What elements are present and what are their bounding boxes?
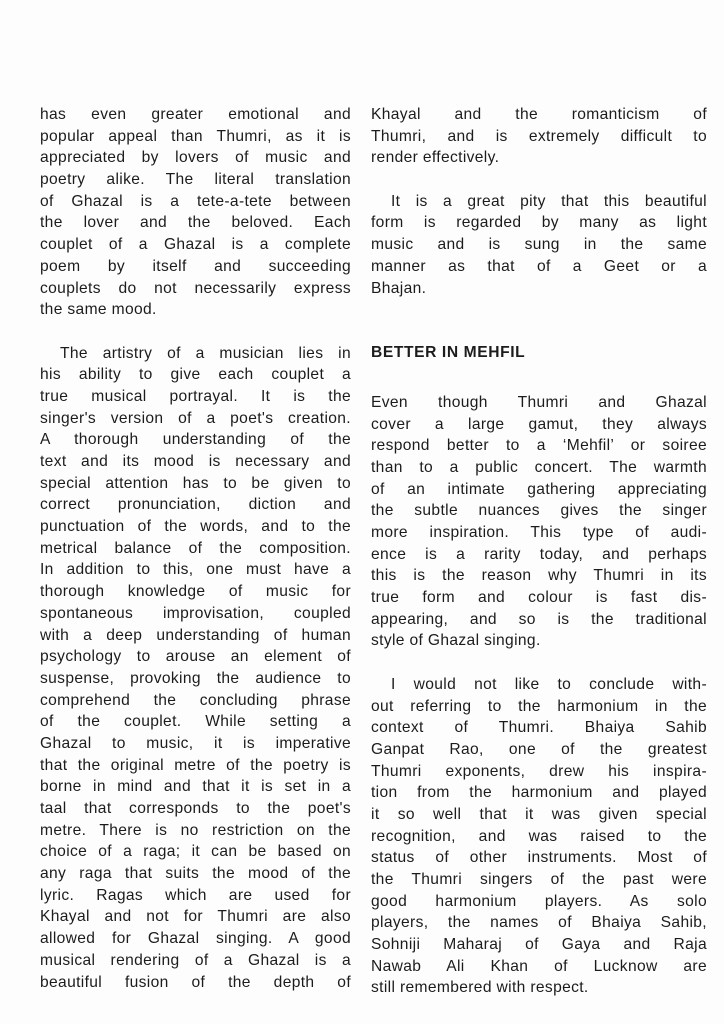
- text-line: A thorough understanding of the: [40, 431, 351, 449]
- text-line: couplet of a Ghazal is a complete: [40, 236, 351, 254]
- text-line: the Thumri singers of the past were: [371, 871, 707, 888]
- paragraph-spacer: [371, 169, 707, 191]
- paragraph-mehfil: [371, 392, 707, 652]
- text-line: players, the names of Bhaiya Sahib,: [371, 914, 707, 932]
- paragraph-khayal-romanticism: [371, 104, 707, 169]
- text-line: Even though Thumri and Ghazal: [371, 393, 707, 411]
- text-line: Thumri, and is extremely difficult to: [371, 127, 707, 145]
- text-line: out referring to the harmonium in the: [371, 697, 707, 715]
- text-line: more inspiration. This type of audi-: [371, 524, 707, 541]
- paragraph-ghazal-appeal: [40, 104, 351, 321]
- text-line: any raga that suits the mood of the: [40, 865, 351, 883]
- text-line: popular appeal than Thumri, as it is: [40, 127, 351, 145]
- text-line: cover a large gamut, they always: [371, 415, 707, 433]
- text-line: that the original metre of the poetry is: [40, 756, 351, 774]
- text-line: manner as that of a Geet or a: [371, 257, 707, 275]
- paragraph-musician-artistry: [40, 343, 351, 994]
- text-line: respond better to a ‘Mehfil’ or soiree: [371, 437, 707, 455]
- text-line: poetry alike. The literal translation: [40, 171, 351, 189]
- text-line: metre. There is no restriction on the: [40, 821, 351, 839]
- text-line: of an intimate gathering appreciating: [371, 480, 707, 498]
- text-line: status of other instruments. Most of: [371, 849, 707, 867]
- left-column: [40, 104, 351, 993]
- text-line: the subtle nuances gives the singer: [371, 502, 707, 520]
- paragraph-great-pity: [371, 191, 707, 299]
- text-line: of Ghazal is a tete-a-tete between: [40, 192, 351, 210]
- text-line: metrical balance of the composition.: [40, 539, 351, 557]
- text-line: couplets do not necessarily express: [40, 279, 351, 297]
- text-line: the lover and the beloved. Each: [40, 214, 351, 232]
- text-line: Bhajan.: [371, 279, 427, 297]
- text-line: In addition to this, one must have a: [40, 561, 351, 579]
- text-line: It is a great pity that this beautiful: [391, 192, 707, 210]
- text-line: good harmonium players. As solo: [371, 892, 707, 910]
- text-line: true form and colour is fast dis-: [371, 589, 707, 607]
- text-line: ence is a rarity today, and perhaps: [371, 545, 707, 563]
- text-line: with a deep understanding of human: [40, 626, 351, 644]
- text-line: punctuation of the words, and to the: [40, 518, 351, 536]
- text-line: Ganpat Rao, one of the greatest: [371, 740, 707, 758]
- text-line: The artistry of a musician lies in: [60, 344, 351, 362]
- text-line: suspense, provoking the audience to: [40, 669, 351, 687]
- section-spacer: [371, 364, 707, 392]
- text-line: appearing, and so is the traditional: [371, 610, 707, 628]
- text-line: comprehend the concluding phrase: [40, 691, 351, 709]
- paragraph-spacer: [40, 321, 351, 343]
- text-line: render effectively.: [371, 149, 500, 167]
- text-line: his ability to give each couplet a: [40, 366, 351, 384]
- text-line: Nawab Ali Khan of Lucknow are: [371, 957, 707, 975]
- text-line: thorough knowledge of music for: [40, 583, 351, 601]
- text-line: taal that corresponds to the poet's: [40, 800, 351, 817]
- text-line: choice of a raga; it can be based on: [40, 843, 351, 861]
- text-line: poem by itself and succeeding: [40, 257, 351, 275]
- text-line: style of Ghazal singing.: [371, 632, 541, 650]
- text-line: beautiful fusion of the depth of: [40, 973, 351, 991]
- text-line: it so well that it was given special: [371, 805, 707, 823]
- text-line: singer's version of a poet's creation.: [40, 409, 351, 427]
- text-line: Sohniji Maharaj of Gaya and Raja: [371, 936, 707, 954]
- section-heading: BETTER IN MEHFIL: [371, 344, 526, 362]
- text-line: special attention has to be given to: [40, 474, 351, 492]
- text-line: correct pronunciation, diction and: [40, 496, 351, 514]
- text-line: tion from the harmonium and played: [371, 784, 707, 802]
- text-line: form is regarded by many as light: [371, 214, 707, 232]
- text-line: appreciated by lovers of music and: [40, 149, 351, 167]
- text-line: spontaneous improvisation, coupled: [40, 604, 351, 622]
- text-line: music and is sung in the same: [371, 236, 707, 254]
- text-line: still remembered with respect.: [371, 979, 589, 997]
- text-line: context of Thumri. Bhaiya Sahib: [371, 719, 707, 737]
- text-line: text and its mood is necessary and: [40, 453, 351, 470]
- text-line: recognition, and was raised to the: [371, 827, 707, 845]
- text-line: Ghazal to music, it is imperative: [40, 734, 351, 752]
- text-line: psychology to arouse an element of: [40, 648, 351, 666]
- section-spacer: [371, 299, 707, 342]
- text-line: of the couplet. While setting a: [40, 713, 351, 731]
- paragraph-harmonium: [371, 674, 707, 999]
- text-line: lyric. Ragas which are used for: [40, 886, 351, 904]
- text-line: this is the reason why Thumri in its: [371, 567, 707, 585]
- text-line: Khayal and not for Thumri are also: [40, 908, 351, 926]
- text-line: the same mood.: [40, 301, 157, 319]
- text-line: true musical portrayal. It is the: [40, 387, 351, 405]
- text-line: borne in mind and that it is set in a: [40, 778, 351, 796]
- text-line: has even greater emotional and: [40, 106, 351, 123]
- right-column: [371, 104, 707, 999]
- text-line: I would not like to conclude with-: [391, 675, 707, 693]
- text-line: Khayal and the romanticism of: [371, 106, 707, 123]
- text-line: Thumri exponents, drew his inspira-: [371, 762, 707, 780]
- text-line: musical rendering of a Ghazal is a: [40, 951, 351, 969]
- paragraph-spacer: [371, 652, 707, 674]
- text-line: allowed for Ghazal singing. A good: [40, 930, 351, 948]
- text-line: than to a public concert. The warmth: [371, 458, 707, 476]
